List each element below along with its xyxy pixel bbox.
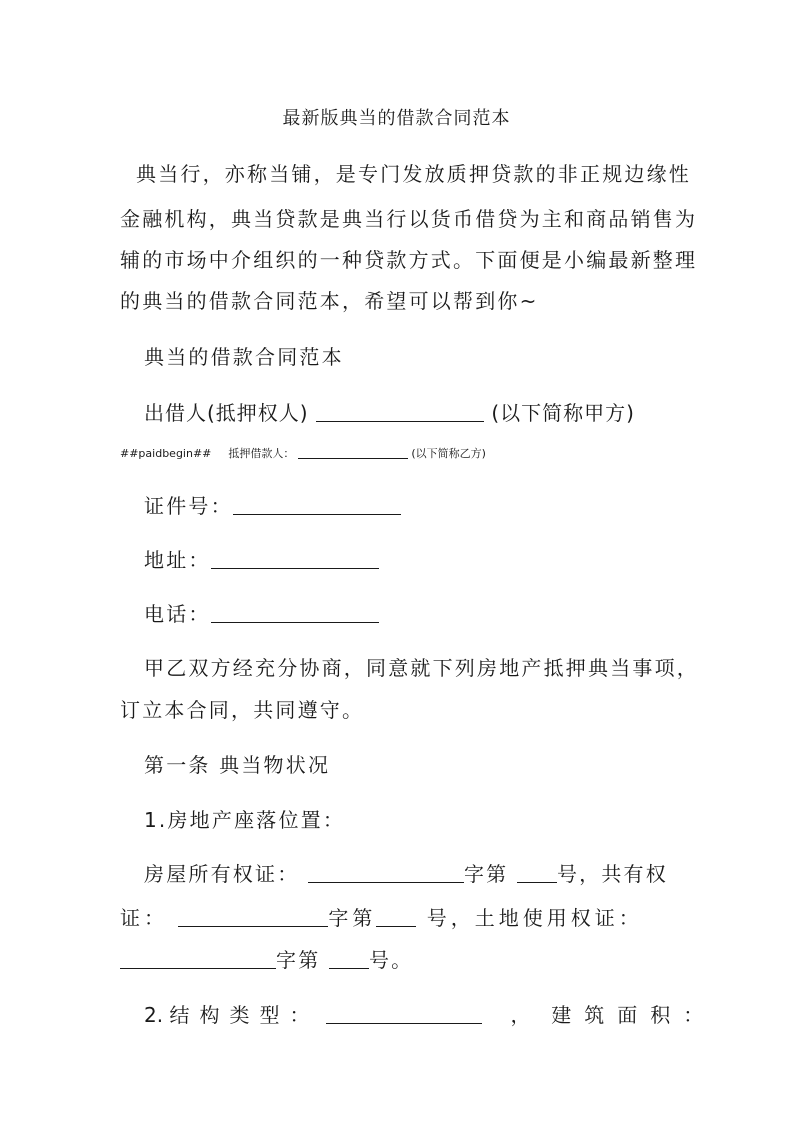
borrower-blank	[298, 448, 408, 459]
address-blank	[211, 550, 379, 569]
house-cert-line-1	[144, 858, 668, 887]
borrower-suffix: (以下简称乙方)	[411, 447, 486, 460]
house-cert-no-blank	[517, 864, 557, 883]
house-cert-label: 房屋所有权证：	[144, 862, 300, 886]
item-2-area-label: 建筑面积：	[551, 1003, 717, 1027]
document-title: 最新版典当的借款合同范本	[282, 108, 511, 129]
co-owner-no-blank	[376, 908, 416, 927]
borrower-label: 抵押借款人：	[228, 447, 295, 460]
id-blank	[233, 496, 401, 515]
co-owner-cert-label: 证：	[120, 906, 168, 930]
house-cert-line-2	[120, 902, 643, 931]
intro-line-3: 辅的市场中介组织的一种贷款方式。下面便是小编最新整理	[120, 248, 698, 272]
land-cert-blank	[120, 950, 276, 969]
house-cert-line-3	[120, 944, 413, 973]
section-heading: 典当的借款合同范本	[144, 345, 344, 369]
hao-comma: 号，共有权	[556, 862, 668, 886]
hao-land: 号，土地使用权证：	[426, 906, 643, 930]
house-cert-blank	[308, 864, 464, 883]
lender-suffix: (以下简称甲方)	[491, 401, 635, 425]
intro-line-4: 的典当的借款合同范本，希望可以帮到你~	[120, 289, 539, 313]
co-owner-cert-blank	[178, 908, 328, 927]
item-2-line	[144, 999, 716, 1028]
agreement-line-1: 甲乙双方经充分协商，同意就下列房地产抵押典当事项，	[144, 656, 699, 680]
id-label: 证件号：	[144, 494, 233, 518]
intro-line-1: 典当行，亦称当铺，是专门发放质押贷款的非正规边缘性	[136, 162, 691, 186]
zi-di-1: 字第	[463, 862, 509, 886]
zi-di-2: 字第	[328, 906, 377, 930]
phone-label: 电话：	[144, 602, 211, 626]
article-1-heading: 第一条 典当物状况	[144, 753, 331, 777]
id-line	[144, 490, 401, 519]
address-label: 地址：	[144, 548, 211, 572]
hao-end: 号。	[368, 948, 414, 972]
item-2-struct-label: 结构类型：	[169, 1003, 320, 1027]
zi-di-3: 字第	[276, 948, 321, 972]
item-2-number: 2.	[144, 1003, 164, 1027]
struct-type-blank	[326, 1005, 482, 1024]
phone-line	[144, 598, 379, 627]
item-1: 1.房地产座落位置：	[144, 808, 346, 832]
agreement-line-2: 订立本合同，共同遵守。	[120, 698, 365, 722]
address-line	[144, 544, 379, 573]
borrower-line	[120, 445, 486, 461]
phone-blank	[211, 604, 379, 623]
land-cert-no-blank	[329, 950, 369, 969]
lender-line	[144, 397, 635, 426]
lender-blank	[316, 403, 484, 422]
intro-line-2: 金融机构，典当贷款是典当行以货币借贷为主和商品销售为	[120, 207, 698, 231]
paid-marker: ##paidbegin##	[120, 447, 212, 460]
item-2-comma: ，	[510, 1003, 531, 1027]
lender-label: 出借人(抵押权人)	[144, 401, 309, 425]
